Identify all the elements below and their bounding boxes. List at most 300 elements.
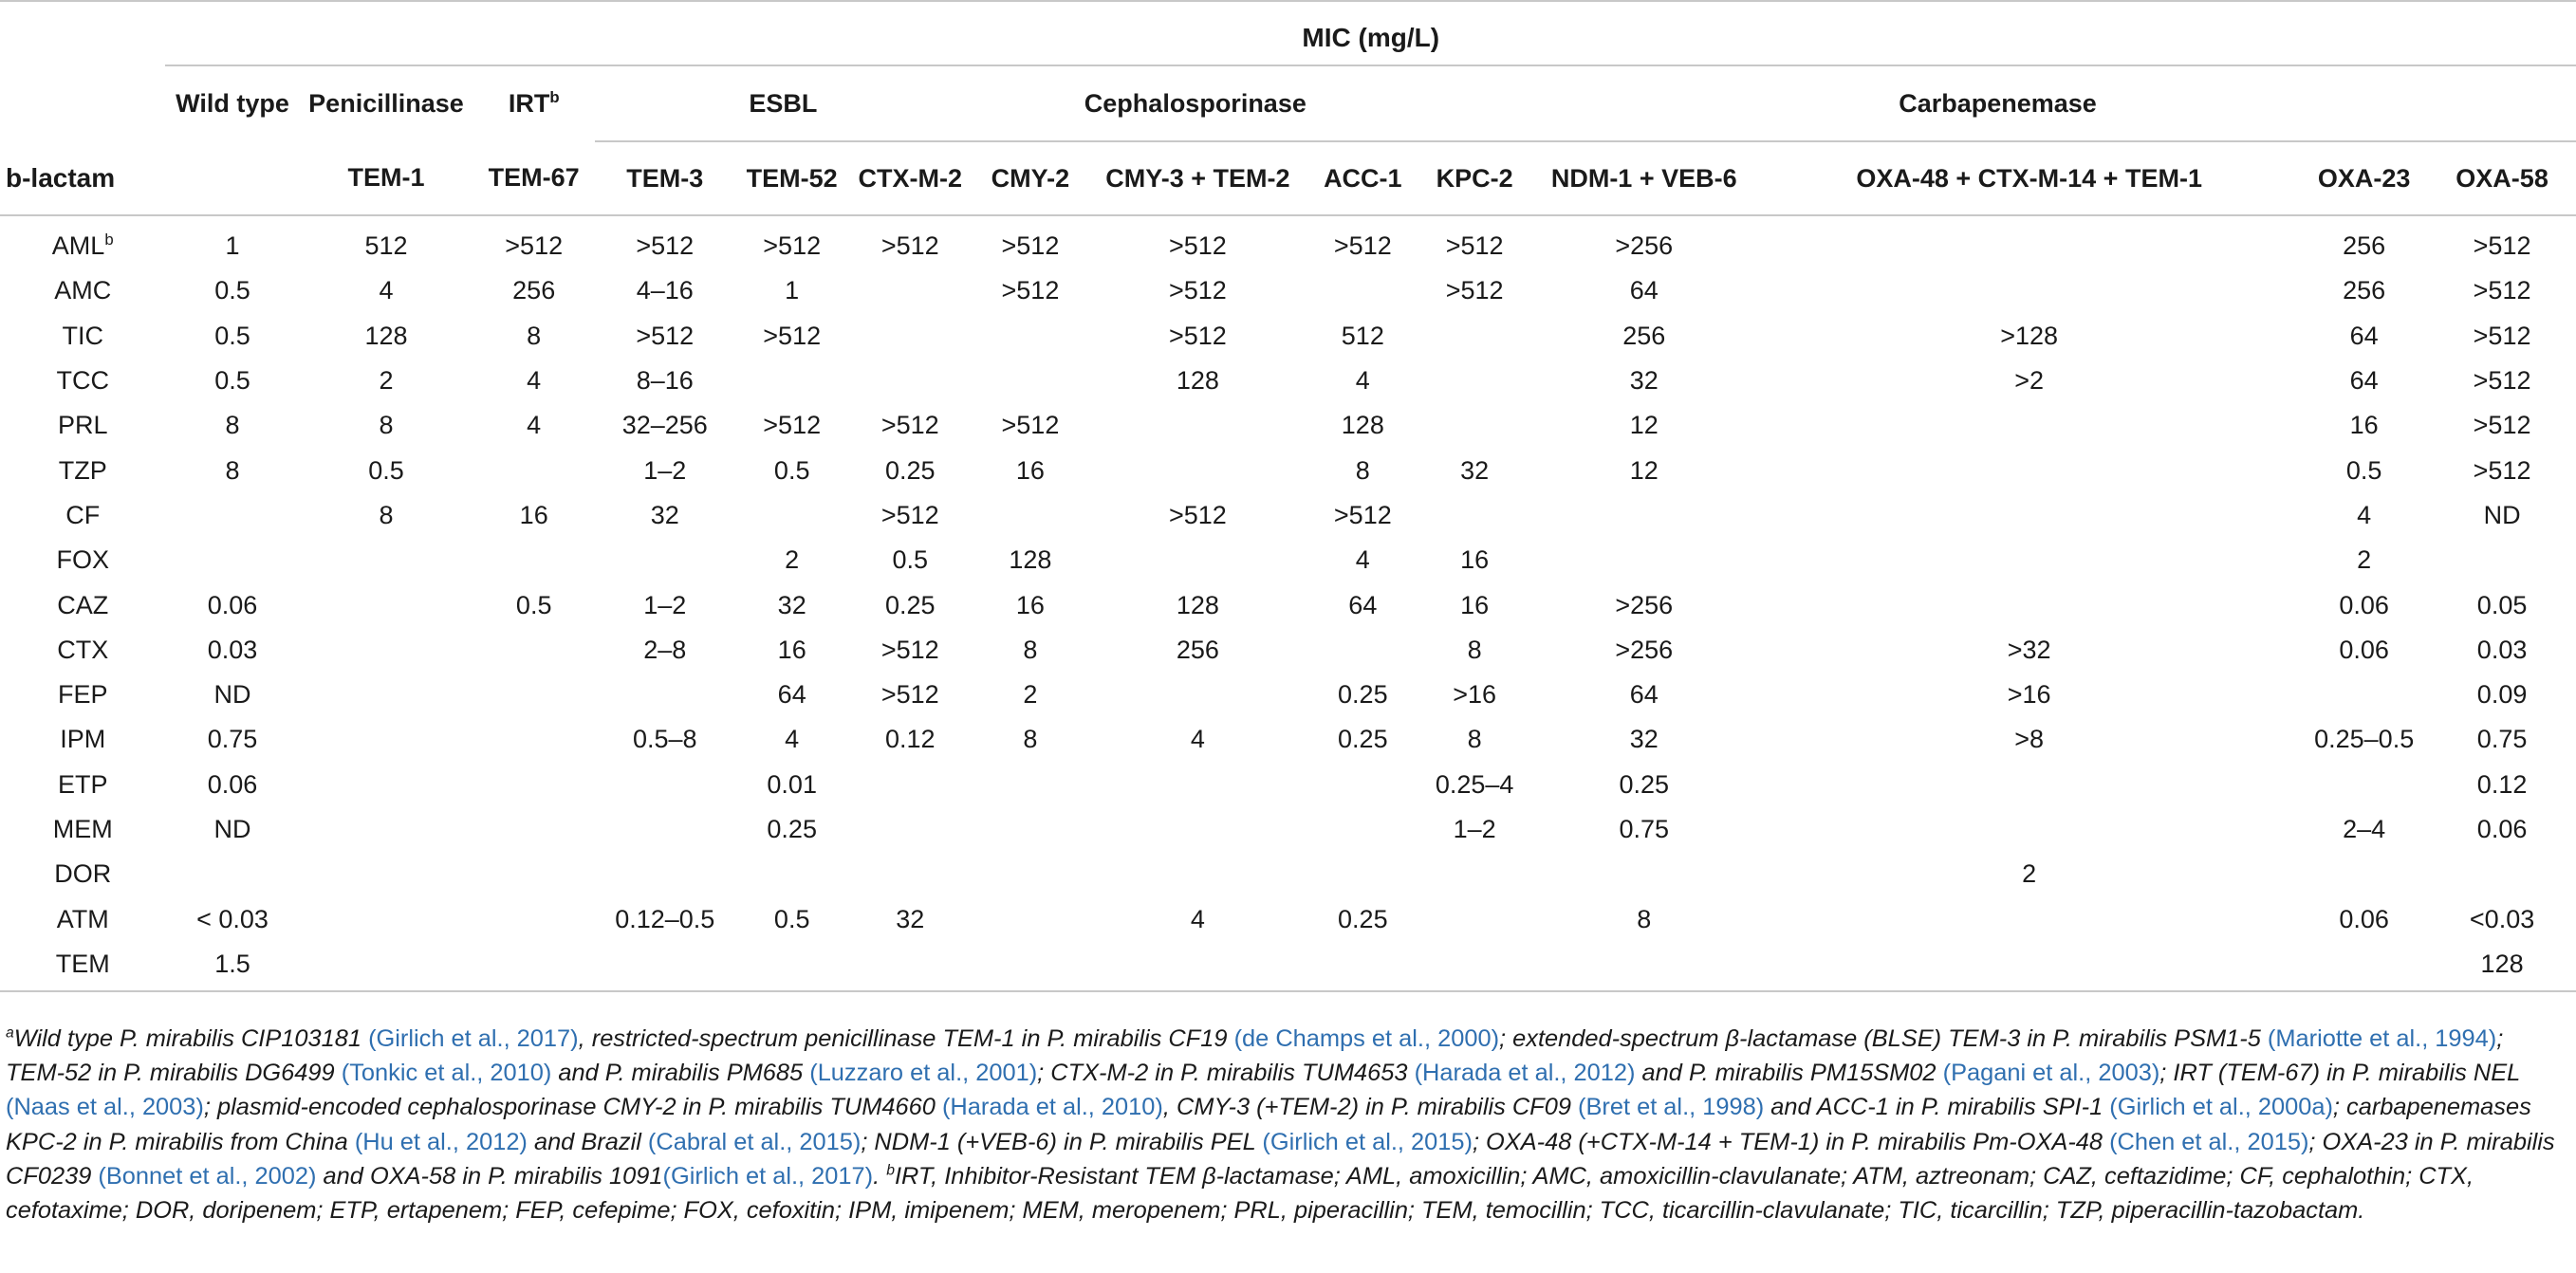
mic-value-cell: 4 <box>785 725 800 754</box>
citation-link[interactable]: (Cabral et al., 2015) <box>647 1128 862 1155</box>
mic-value-cell: 0.06 <box>207 769 258 799</box>
drug-cell: AML$^b$ <box>51 231 114 261</box>
mic-value-cell <box>473 538 595 582</box>
mic-value-cell <box>300 896 473 941</box>
mic-value-cell: 8 <box>1637 904 1652 933</box>
citation-link[interactable]: (Girlich et al., 2000a) <box>2109 1094 2333 1121</box>
footnote-text: ; TEM-52 in P. mirabilis DG6499 <box>6 1025 2504 1087</box>
mic-value-cell: 8 <box>225 455 240 485</box>
table-row <box>0 763 2576 807</box>
mic-value-cell <box>1529 493 1758 538</box>
mic-value-cell <box>300 582 473 627</box>
mic-value-cell <box>473 807 595 852</box>
mic-value-cell: 0.12 <box>2476 769 2528 799</box>
mic-value-cell: >512 <box>763 231 822 261</box>
mic-value-cell <box>300 628 473 673</box>
citation-link[interactable]: (Hu et al., 2012) <box>354 1128 528 1155</box>
mic-value-cell: >256 <box>1615 231 1674 261</box>
strain-header: TEM-52 <box>734 141 848 215</box>
mic-value-cell: 0.06 <box>2339 590 2389 619</box>
mic-value-cell: >512 <box>1169 231 1227 261</box>
citation-link[interactable]: (Mariotte et al., 1994) <box>2267 1025 2497 1052</box>
mic-value-cell: 16 <box>519 500 548 529</box>
mic-value-cell: 2 <box>2022 859 2037 889</box>
mic-value-cell: 0.05 <box>2476 590 2528 619</box>
footnote-text: and Brazil <box>527 1128 648 1155</box>
drug-cell: ETP <box>57 769 108 799</box>
mic-value-cell: >512 <box>1001 411 1060 440</box>
mic-value-cell: >512 <box>880 635 939 664</box>
group-header: Penicillinase <box>300 65 473 141</box>
footnote-text: ; OXA-23 in P. mirabilis CF0239 <box>6 1128 2555 1190</box>
mic-value-cell: 128 <box>364 321 408 350</box>
mic-value-cell <box>849 942 972 991</box>
group-header: Cephalosporinase <box>972 65 1419 141</box>
mic-value-cell: >512 <box>2473 321 2531 350</box>
footnote-text: and OXA-58 in P. mirabilis 1091 <box>316 1162 663 1190</box>
table-row <box>0 448 2576 492</box>
footnote-text: ; OXA-48 (+CTX-M-14 + TEM-1) in P. mirabilis Pm-OXA-48 <box>1472 1128 2110 1155</box>
strain-header: NDM-1 + VEB-6 <box>1529 141 1758 215</box>
mic-value-cell: 12 <box>1629 455 1659 485</box>
mic-value-cell: 0.5 <box>515 590 552 619</box>
mic-value-cell <box>849 268 972 313</box>
mic-value-cell: 0.12–0.5 <box>615 904 715 933</box>
mic-value-cell: ND <box>213 680 251 710</box>
mic-value-cell <box>1419 942 1529 991</box>
citation-link[interactable]: (Tonkic et al., 2010) <box>341 1060 552 1087</box>
mic-value-cell: 16 <box>1015 455 1045 485</box>
citation-link[interactable]: (Pagani et al., 2003) <box>1942 1060 2160 1087</box>
mic-value-cell: 0.25 <box>1619 769 1669 799</box>
mic-value-cell <box>300 852 473 896</box>
mic-value-cell: 16 <box>777 635 806 664</box>
mic-value-cell <box>473 673 595 717</box>
mic-value-cell <box>1307 268 1419 313</box>
mic-value-cell: 8 <box>527 321 542 350</box>
mic-value-cell <box>1307 942 1419 991</box>
mic-value-cell: 0.25 <box>1338 725 1388 754</box>
mic-value-cell: 0.5 <box>214 276 250 305</box>
mic-value-cell <box>473 763 595 807</box>
mic-value-cell: >512 <box>1001 276 1060 305</box>
mic-value-cell <box>165 538 299 582</box>
mic-value-cell: 256 <box>2343 276 2386 305</box>
mic-value-cell <box>1089 403 1306 448</box>
mic-value-cell <box>1419 852 1529 896</box>
table-row <box>0 403 2576 448</box>
mic-value-cell: 512 <box>1341 321 1384 350</box>
group-header: ESBL <box>595 65 972 141</box>
citation-link[interactable]: (Luzzaro et al., 2001) <box>809 1060 1038 1087</box>
citation-link[interactable]: (Naas et al., 2003) <box>6 1094 204 1121</box>
mic-value-cell: >512 <box>1445 231 1504 261</box>
footnote-marker: b <box>886 1162 895 1179</box>
mic-value-cell: 0.5 <box>892 545 929 575</box>
table-row <box>0 582 2576 627</box>
mic-value-cell <box>1419 359 1529 403</box>
drug-cell: ATM <box>56 904 109 933</box>
mic-value-cell: 0.06 <box>2476 815 2528 843</box>
mic-value-cell <box>1758 538 2300 582</box>
mic-value-cell: >512 <box>2473 366 2531 396</box>
drug-cell: AMC <box>54 276 112 305</box>
mic-value-cell: 1–2 <box>1453 815 1496 843</box>
citation-link[interactable]: (Girlich et al., 2015) <box>1262 1128 1473 1155</box>
mic-value-cell: >512 <box>2473 411 2531 440</box>
mic-value-cell: 16 <box>1460 545 1490 575</box>
footnote-text: ; extended-spectrum β-lactamase (BLSE) TEM-3 in P. mirabilis PSM1-5 <box>1499 1025 2268 1052</box>
mic-value-cell <box>1758 403 2300 448</box>
mic-value-cell <box>1529 942 1758 991</box>
mic-value-cell: 0.5 <box>368 455 404 485</box>
citation-link[interactable]: (Chen et al., 2015) <box>2109 1128 2309 1155</box>
table-row <box>0 942 2576 991</box>
mic-value-cell <box>972 852 1090 896</box>
mic-value-cell: 8 <box>225 411 240 440</box>
mic-value-cell: 0.25 <box>884 455 936 485</box>
mic-value-cell: 4–16 <box>636 276 694 305</box>
footnote-text: ; IRT (TEM-67) in P. mirabilis NEL <box>2159 1060 2520 1087</box>
mic-value-cell: 0.06 <box>2339 635 2389 664</box>
drug-cell: PRL <box>57 411 108 440</box>
strain-header: OXA-58 <box>2428 141 2576 215</box>
mic-value-cell: 128 <box>1176 590 1219 619</box>
citation-link[interactable]: (Bret et al., 1998) <box>1578 1094 1765 1121</box>
mic-value-cell <box>1529 538 1758 582</box>
mic-value-cell <box>1307 763 1419 807</box>
mic-value-cell: 0.5 <box>2345 455 2382 485</box>
mic-value-cell: 0.25 <box>884 590 936 619</box>
mic-value-cell <box>300 717 473 762</box>
mic-value-cell: >16 <box>2007 680 2051 710</box>
mic-value-cell <box>2428 852 2576 896</box>
drug-cell: TIC <box>62 321 103 350</box>
mic-value-cell <box>849 852 972 896</box>
mic-value-cell <box>300 942 473 991</box>
table-row <box>0 628 2576 673</box>
strain-header: OXA-48 + CTX-M-14 + TEM-1 <box>1758 141 2300 215</box>
table-row <box>0 538 2576 582</box>
mic-value-cell: 0.12 <box>884 725 936 754</box>
mic-value-cell: 256 <box>1176 635 1219 664</box>
mic-value-cell: >512 <box>1169 500 1227 529</box>
mic-value-cell <box>1307 628 1419 673</box>
mic-value-cell: >512 <box>880 680 939 710</box>
mic-value-cell: 8 <box>379 500 394 529</box>
strain-header: TEM-3 <box>595 141 734 215</box>
mic-value-cell <box>734 852 848 896</box>
mic-value-cell <box>2300 763 2428 807</box>
mic-value-cell <box>473 852 595 896</box>
mic-value-cell <box>2300 942 2428 991</box>
table-row <box>0 215 2576 268</box>
mic-value-cell <box>849 314 972 359</box>
strain-header: OXA-23 <box>2300 141 2428 215</box>
mic-value-cell: 8–16 <box>636 366 694 396</box>
mic-value-cell <box>1758 493 2300 538</box>
citation-link[interactable]: (Girlich et al., 2017) <box>368 1025 579 1052</box>
drug-cell: CTX <box>57 635 109 664</box>
table-row <box>0 896 2576 941</box>
table-footnote <box>6 1022 2567 1227</box>
mic-header: MIC (mg/L) <box>1302 23 1440 52</box>
drug-cell: CAZ <box>57 590 109 619</box>
table-row <box>0 673 2576 717</box>
mic-value-cell: 4 <box>1355 366 1370 396</box>
mic-value-cell <box>2300 673 2428 717</box>
mic-value-cell: 64 <box>1629 680 1659 710</box>
mic-value-cell: 0.25 <box>767 815 817 843</box>
mic-value-cell: 256 <box>1622 321 1666 350</box>
mic-value-cell <box>1307 852 1419 896</box>
citation-link[interactable]: (Harada et al., 2010) <box>941 1094 1163 1121</box>
mic-value-cell: 0.01 <box>767 769 817 799</box>
citation-link[interactable]: (Girlich et al., 2017) <box>662 1162 874 1190</box>
mic-value-cell: >512 <box>880 411 939 440</box>
mic-value-cell: <0.03 <box>2469 904 2535 933</box>
mic-value-cell: 8 <box>1355 455 1370 485</box>
drug-cell: IPM <box>60 725 106 754</box>
mic-value-cell: 0.75 <box>2476 725 2528 754</box>
mic-value-cell: 1 <box>785 276 800 305</box>
mic-value-cell: ND <box>2483 500 2521 529</box>
table-row <box>0 717 2576 762</box>
mic-value-cell: >8 <box>2014 725 2045 754</box>
mic-value-cell: 2–8 <box>643 635 687 664</box>
mic-value-cell: >512 <box>763 321 822 350</box>
mic-value-cell <box>473 448 595 492</box>
mic-value-cell: 256 <box>512 276 556 305</box>
mic-value-cell <box>2428 538 2576 582</box>
mic-value-cell: 512 <box>364 231 408 261</box>
mic-value-cell: >512 <box>1333 231 1392 261</box>
citation-link[interactable]: (Harada et al., 2012) <box>1414 1060 1636 1087</box>
strain-header: TEM-1 <box>300 141 473 215</box>
drug-cell: FEP <box>57 680 108 710</box>
mic-value-cell <box>1089 852 1306 896</box>
drug-cell: CF <box>65 500 101 529</box>
footnote-text: ; carbapenemases KPC-2 in P. mirabilis from China <box>6 1094 2531 1155</box>
mic-value-cell: 2 <box>379 366 394 396</box>
strain-header: CMY-3 + TEM-2 <box>1089 141 1306 215</box>
drug-cell: TEM <box>0 942 165 991</box>
table-row <box>0 359 2576 403</box>
mic-value-cell: 64 <box>2349 321 2379 350</box>
mic-value-cell: >256 <box>1615 590 1674 619</box>
mic-value-cell <box>595 673 734 717</box>
mic-value-cell: 1–2 <box>643 590 687 619</box>
mic-value-cell: 128 <box>1009 545 1052 575</box>
footnote-text: ; CTX-M-2 in P. mirabilis TUM4653 <box>1037 1060 1415 1087</box>
mic-value-cell: 0.5–8 <box>632 725 697 754</box>
mic-value-cell: 64 <box>2349 366 2379 396</box>
drug-cell: TCC <box>56 366 109 396</box>
drug-cell: FOX <box>56 545 109 575</box>
row-header-label: b-lactam <box>0 141 165 215</box>
mic-value-cell: 8 <box>379 411 394 440</box>
mic-value-cell: 16 <box>2349 411 2379 440</box>
mic-value-cell: 64 <box>1629 276 1659 305</box>
mic-value-cell: 8 <box>1023 725 1038 754</box>
mic-value-cell: 64 <box>1348 590 1378 619</box>
drug-cell: TZP <box>58 455 107 485</box>
mic-value-cell: 2 <box>785 545 800 575</box>
mic-value-cell: 0.03 <box>207 635 258 664</box>
mic-value-cell: 128 <box>1341 411 1384 440</box>
mic-value-cell: 8 <box>1467 635 1482 664</box>
mic-value-cell <box>1089 763 1306 807</box>
mic-value-cell <box>1758 215 2300 268</box>
mic-value-cell <box>2300 852 2428 896</box>
mic-value-cell: 32 <box>1629 725 1659 754</box>
mic-value-cell: 2 <box>1023 680 1038 710</box>
mic-value-cell <box>165 852 299 896</box>
mic-value-cell: >512 <box>880 231 939 261</box>
mic-value-cell: 0.5 <box>214 366 250 396</box>
mic-value-cell: 0.25 <box>1338 680 1388 710</box>
mic-value-cell <box>1758 268 2300 313</box>
mic-value-cell: 32–256 <box>621 411 708 440</box>
mic-value-cell: >16 <box>1453 680 1497 710</box>
mic-value-cell: 64 <box>777 680 806 710</box>
footnote-text: and P. mirabilis PM15SM02 <box>1635 1060 1943 1087</box>
mic-value-cell: >512 <box>1001 231 1060 261</box>
mic-value-cell <box>595 763 734 807</box>
mic-value-cell: 1.5 <box>165 942 299 991</box>
mic-value-cell <box>972 314 1090 359</box>
table-row <box>0 268 2576 313</box>
mic-value-cell: 0.09 <box>2476 680 2528 710</box>
footnote-text: , restricted-spectrum penicillinase TEM-1 in P. mirabilis CF19 <box>578 1025 1234 1052</box>
mic-value-cell: 0.25 <box>1338 904 1388 933</box>
footnote-text: Wild type P. mirabilis CIP103181 <box>13 1025 369 1052</box>
mic-value-cell: 0.5 <box>773 455 810 485</box>
mic-value-cell <box>972 807 1090 852</box>
mic-value-cell: >512 <box>1333 500 1392 529</box>
mic-value-cell: 128 <box>2428 942 2576 991</box>
mic-value-cell: 1–2 <box>643 455 687 485</box>
mic-value-cell: 4 <box>2357 500 2372 529</box>
mic-value-cell <box>1758 763 2300 807</box>
mic-value-cell <box>300 807 473 852</box>
mic-value-cell <box>734 942 848 991</box>
strain-header: ACC-1 <box>1307 141 1419 215</box>
mic-value-cell <box>595 807 734 852</box>
mic-value-cell <box>1089 673 1306 717</box>
table-row <box>0 807 2576 852</box>
mic-value-cell <box>1307 807 1419 852</box>
mic-value-cell <box>473 628 595 673</box>
mic-value-cell <box>300 673 473 717</box>
mic-value-cell: 2–4 <box>2343 815 2386 843</box>
mic-value-cell: 32 <box>650 500 679 529</box>
mic-value-cell <box>1758 942 2300 991</box>
footnote-text: ; NDM-1 (+VEB-6) in P. mirabilis PEL <box>861 1128 1263 1155</box>
mic-value-cell: >32 <box>2007 635 2051 664</box>
mic-value-cell <box>1758 448 2300 492</box>
group-header: Wild type <box>165 65 299 141</box>
mic-value-cell: 32 <box>896 904 925 933</box>
mic-value-cell: >512 <box>763 411 822 440</box>
mic-value-cell: >512 <box>880 500 939 529</box>
mic-value-cell: 0.06 <box>2339 904 2389 933</box>
mic-value-cell <box>1089 942 1306 991</box>
mic-value-cell <box>1758 807 2300 852</box>
mic-value-cell: >512 <box>1445 276 1504 305</box>
mic-value-cell: 0.5 <box>773 904 810 933</box>
mic-value-cell: >512 <box>636 231 695 261</box>
mic-value-cell: 8 <box>1023 635 1038 664</box>
mic-value-cell <box>849 359 972 403</box>
mic-value-cell: >512 <box>2473 231 2531 261</box>
mic-value-cell: 32 <box>1629 366 1659 396</box>
mic-value-cell <box>972 896 1090 941</box>
mic-value-cell: 32 <box>777 590 806 619</box>
mic-value-cell: 128 <box>1176 366 1219 396</box>
group-header: IRT$^b$ <box>473 65 595 141</box>
mic-value-cell <box>1419 493 1529 538</box>
mic-value-cell: 0.75 <box>1619 815 1669 843</box>
mic-value-cell <box>473 717 595 762</box>
strain-header <box>165 141 299 215</box>
group-header: Carbapenemase <box>1419 65 2576 141</box>
mic-value-cell: 0.25–0.5 <box>2314 725 2415 754</box>
mic-value-cell <box>734 359 848 403</box>
mic-value-cell: >128 <box>2000 321 2059 350</box>
mic-value-cell <box>849 763 972 807</box>
mic-value-cell <box>1089 807 1306 852</box>
mic-value-cell: 0.03 <box>2476 635 2528 664</box>
footnote-text: and P. mirabilis PM685 <box>551 1060 810 1087</box>
mic-value-cell: 4 <box>527 411 542 440</box>
mic-value-cell: 256 <box>2343 231 2386 261</box>
footnote-text: and ACC-1 in P. mirabilis SPI-1 <box>1764 1094 2110 1121</box>
mic-value-cell <box>734 493 848 538</box>
mic-value-cell <box>300 763 473 807</box>
mic-value-cell: 0.25–4 <box>1435 769 1514 799</box>
mic-value-cell <box>972 763 1090 807</box>
mic-value-cell <box>165 493 299 538</box>
mic-value-cell: 16 <box>1015 590 1045 619</box>
mic-value-cell: >512 <box>2473 455 2531 485</box>
mic-value-cell <box>1419 314 1529 359</box>
mic-value-cell <box>595 852 734 896</box>
mic-value-cell: 0.06 <box>207 590 258 619</box>
table-row <box>0 314 2576 359</box>
mic-value-cell: ND <box>213 815 251 843</box>
mic-value-cell <box>972 493 1090 538</box>
mic-value-cell: 1 <box>225 231 240 261</box>
mic-value-cell <box>595 538 734 582</box>
strain-header: CMY-2 <box>972 141 1090 215</box>
mic-value-cell <box>1758 896 2300 941</box>
citation-link[interactable]: (de Champs et al., 2000) <box>1233 1025 1500 1052</box>
mic-value-cell: >512 <box>636 321 695 350</box>
mic-value-cell <box>473 896 595 941</box>
mic-value-cell <box>1529 852 1758 896</box>
mic-value-cell: 32 <box>1460 455 1490 485</box>
mic-value-cell: 4 <box>1355 545 1370 575</box>
strain-header: CTX-M-2 <box>849 141 972 215</box>
strain-header: KPC-2 <box>1419 141 1529 215</box>
mic-value-cell <box>1419 403 1529 448</box>
table-row <box>0 493 2576 538</box>
mic-value-cell <box>300 538 473 582</box>
mic-value-cell: >512 <box>2473 276 2531 305</box>
footnote-marker: a <box>6 1024 14 1042</box>
citation-link[interactable]: (Bonnet et al., 2002) <box>98 1162 317 1190</box>
